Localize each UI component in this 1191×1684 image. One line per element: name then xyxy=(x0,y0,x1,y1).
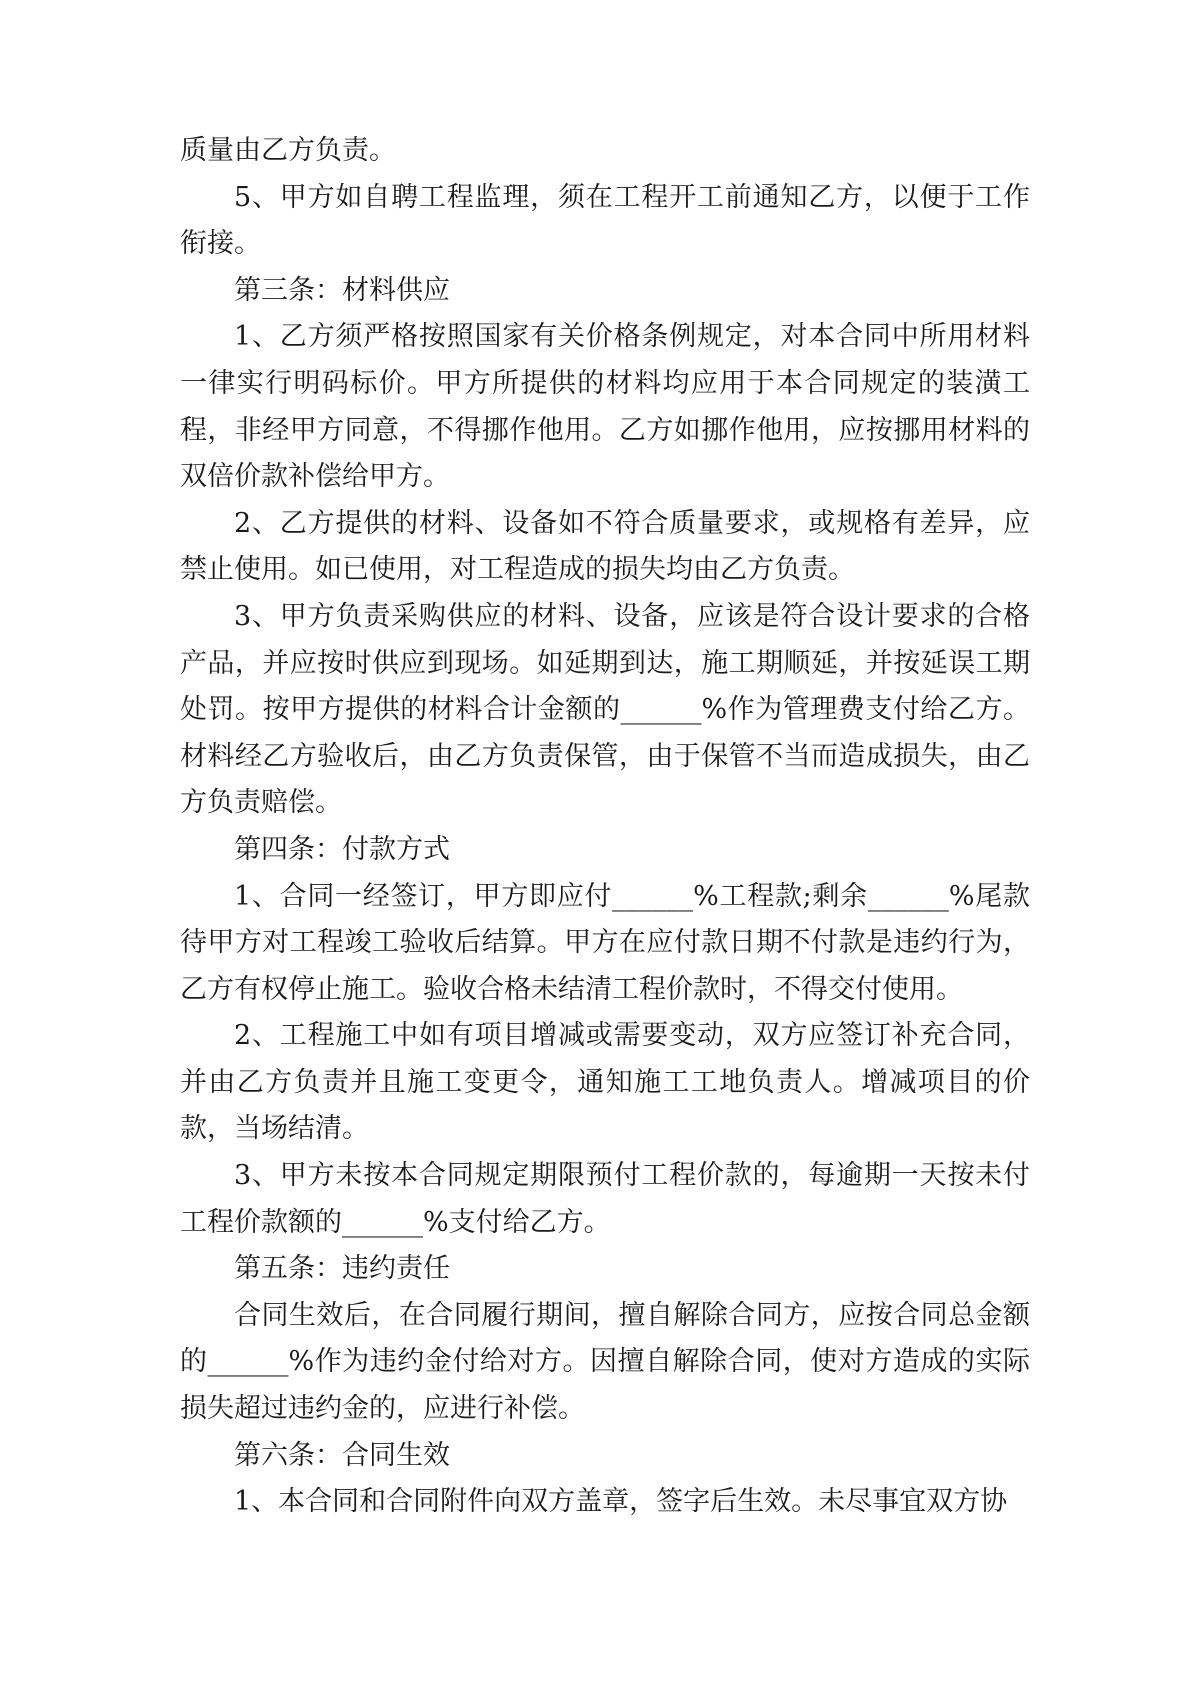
clause-3-item-3: 3、甲方负责采购供应的材料、设备，应该是符合设计要求的合格产品，并应按时供应到现场。如延期到达，施工期顺延，并按延误工期处罚。按甲方提供的材料合计金额的______%作为管理费支付给乙方。材料经乙方验收后，由乙方负责保管，由于保管不当而造成损失，由乙方负责赔偿。 xyxy=(180,600,1030,819)
article-6-heading: 第六条：合同生效 xyxy=(234,1439,450,1471)
article-5-heading: 第五条：违约责任 xyxy=(234,1253,450,1285)
clause-4-item-1: 1、合同一经签订，甲方即应付______%工程款;剩余______%尾款待甲方对工程竣工验收后结算。甲方在应付款日期不付款是违约行为，乙方有权停止施工。验收合格未结清工程价款时，不得交付使用。 xyxy=(180,880,1030,1005)
clause-2-item-5: 5、甲方如自聘工程监理，须在工程开工前通知乙方，以便于工作衔接。 xyxy=(180,181,1030,260)
clause-4-item-2: 2、工程施工中如有项目增减或需要变动，双方应签订补充合同，并由乙方负责并且施工变更令，通知施工工地负责人。增减项目的价款，当场结清。 xyxy=(180,1020,1030,1145)
clause-3-item-2: 2、乙方提供的材料、设备如不符合质量要求，或规格有差异，应禁止使用。如已使用，对工程造成的损失均由乙方负责。 xyxy=(180,507,1030,586)
document-page xyxy=(180,128,1030,1526)
article-4-heading: 第四条：付款方式 xyxy=(234,833,450,865)
clause-6-item-1: 1、本合同和合同附件向双方盖章，签字后生效。未尽事宜双方协 xyxy=(234,1486,1008,1518)
paragraph-continuation: 质量由乙方负责。 xyxy=(180,135,396,166)
clause-3-item-1: 1、乙方须严格按照国家有关价格条例规定，对本合同中所用材料一律实行明码标价。甲方所提供的材料均应用于本合同规定的装潢工程，非经甲方同意，不得挪作他用。乙方如挪作他用，应按挪用材料的双倍价款补偿给甲方。 xyxy=(180,321,1030,493)
article-3-heading: 第三条：材料供应 xyxy=(234,274,450,306)
clause-4-item-3: 3、甲方未按本合同规定期限预付工程价款的，每逾期一天按未付工程价款额的______%支付给乙方。 xyxy=(180,1160,1030,1238)
clause-5-body: 合同生效后，在合同履行期间，擅自解除合同方，应按合同总金额的______%作为违约金付给对方。因擅自解除合同，使对方造成的实际损失超过违约金的，应进行补偿。 xyxy=(180,1299,1030,1425)
